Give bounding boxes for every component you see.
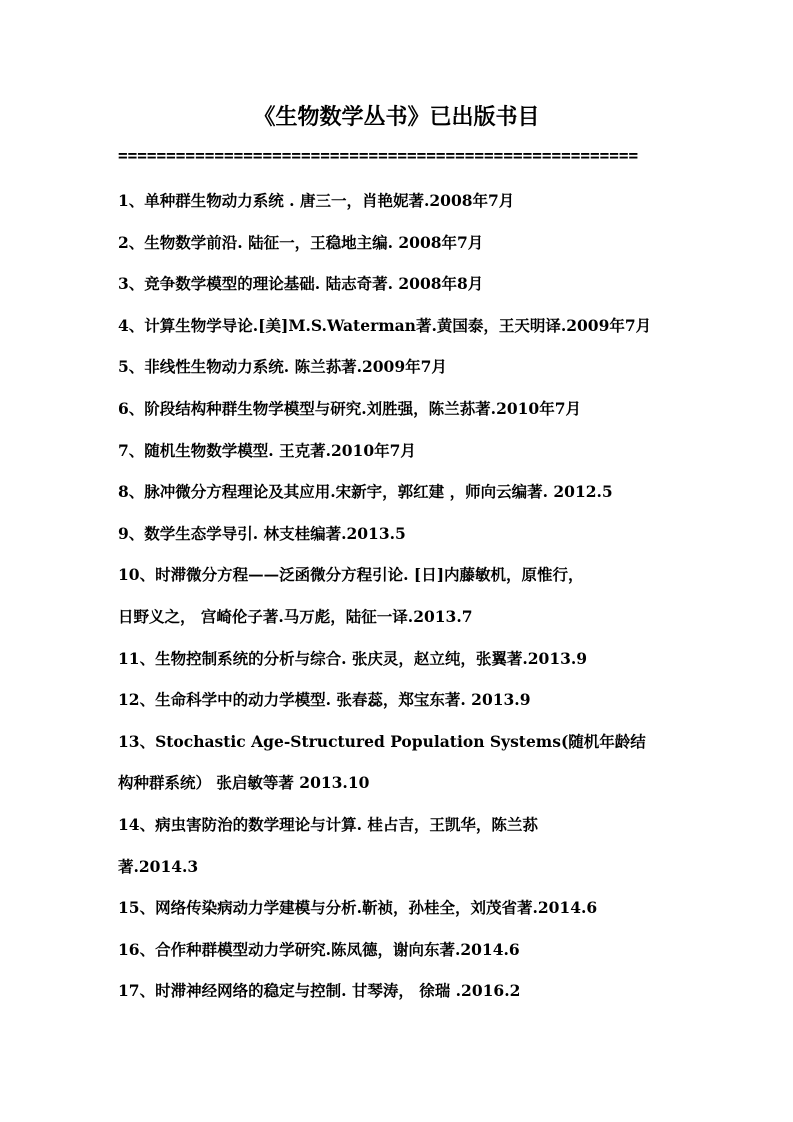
book-list-item [118, 679, 678, 721]
book-list-item [118, 638, 678, 680]
book-entry-line: 9、数学生态学导引. 林支桂编著.2013.5 [118, 523, 406, 543]
book-entry-line: 2、生物数学前沿. 陆征一，王稳地主编. 2008年7月 [118, 232, 484, 252]
book-entry-line: 10、时滞微分方程——泛函微分方程引论. [日]内藤敏机，原惟行， [118, 565, 584, 585]
book-list-item [118, 346, 678, 388]
book-list-item [118, 388, 678, 430]
book-list-item [118, 263, 678, 305]
book-list-item [118, 180, 678, 222]
book-entry-line: 著.2014.3 [118, 856, 199, 876]
book-entry-line: 6、阶段结构种群生物学模型与研究.刘胜强，陈兰荪著.2010年7月 [118, 398, 582, 418]
book-entry-line: 8、脉冲微分方程理论及其应用.宋新宇，郭红建 ，师向云编著. 2012.5 [118, 482, 613, 502]
book-list [118, 180, 678, 1012]
book-entry-line: 4、计算生物学导论.[美]M.S.Waterman著.黄国泰，王天明译.2009年7月 [118, 315, 652, 335]
book-entry-line: 16、合作种群模型动力学研究.陈凤德，谢向东著.2014.6 [118, 939, 520, 959]
book-entry-line: 15、网络传染病动力学建模与分析.靳祯，孙桂全，刘茂省著.2014.6 [118, 898, 598, 918]
book-entry-line: 日野义之， 宫崎伦子著.马万彪，陆征一译.2013.7 [118, 606, 473, 626]
book-list-item [118, 887, 678, 929]
book-entry-line: 17、时滞神经网络的稳定与控制. 甘琴涛， 徐瑞 .2016.2 [118, 981, 521, 1001]
book-list-item [118, 721, 678, 804]
book-list-item [118, 513, 678, 555]
book-list-item [118, 929, 678, 971]
book-entry-line: 7、随机生物数学模型. 王克著.2010年7月 [118, 440, 416, 460]
book-list-item [118, 430, 678, 472]
book-entry-line: 5、非线性生物动力系统. 陈兰荪著.2009年7月 [118, 357, 447, 377]
book-entry-line: 1、单种群生物动力系统 . 唐三一，肖艳妮著.2008年7月 [118, 191, 515, 210]
book-list-item [118, 554, 678, 637]
book-list-item [118, 305, 678, 347]
book-entry-line: 12、生命科学中的动力学模型. 张春蕊，郑宝东著. 2013.9 [118, 690, 531, 710]
book-list-item [118, 804, 678, 887]
book-entry-line: 11、生物控制系统的分析与综合. 张庆灵，赵立纯，张翼著.2013.9 [118, 648, 588, 668]
book-entry-line: 构种群系统） 张启敏等著 2013.10 [118, 773, 370, 793]
book-list-item [118, 222, 678, 264]
book-list-item [118, 471, 678, 513]
page-title: 《生物数学丛书》已出版书目 [253, 104, 540, 130]
book-list-item [118, 970, 678, 1012]
book-entry-line: 14、病虫害防治的数学理论与计算. 桂占吉，王凯华，陈兰荪 [118, 814, 538, 834]
book-entry-line: 13、Stochastic Age-Structured Population Systems(随机年龄结 [118, 731, 646, 751]
divider-rule: ====================================================== [118, 146, 638, 165]
book-entry-line: 3、竞争数学模型的理论基础. 陆志奇著. 2008年8月 [118, 274, 484, 294]
